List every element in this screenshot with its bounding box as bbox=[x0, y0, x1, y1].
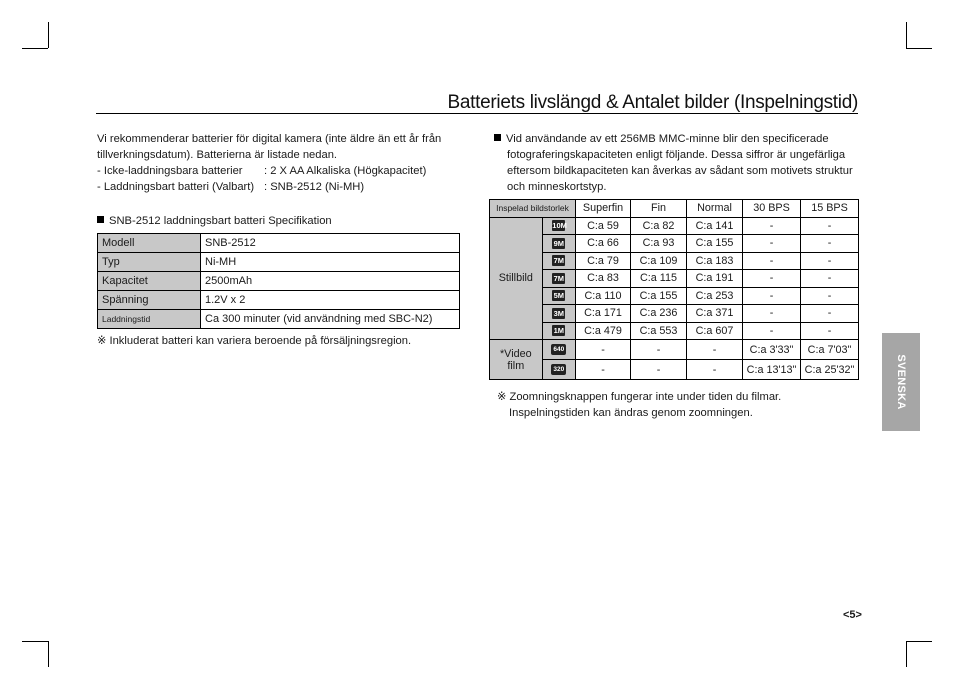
table-header-row bbox=[490, 200, 859, 218]
image-size-icon: 1M bbox=[553, 326, 564, 336]
spec-key: Kapacitet bbox=[98, 272, 201, 291]
cell: C:a 371 bbox=[687, 305, 743, 323]
table-row bbox=[98, 234, 460, 253]
spec-key: Spänning bbox=[98, 291, 201, 310]
spec-key: Modell bbox=[98, 234, 201, 253]
cell: C:a 82 bbox=[631, 217, 687, 235]
crop-mark bbox=[906, 48, 932, 49]
cell: - bbox=[743, 235, 801, 253]
cell: - bbox=[631, 340, 687, 360]
cell: C:a 115 bbox=[631, 270, 687, 288]
column-header: Superfin bbox=[576, 200, 631, 218]
cell: - bbox=[743, 270, 801, 288]
table-row bbox=[490, 340, 859, 360]
cell: C:a 66 bbox=[576, 235, 631, 253]
page-title: Batteriets livslängd & Antalet bilder (Inspelningstid) bbox=[447, 92, 858, 113]
cell: - bbox=[801, 252, 859, 270]
cell: C:a 3'33" bbox=[743, 340, 801, 360]
spec-value: SNB-2512 bbox=[201, 234, 460, 253]
size-icon-cell bbox=[542, 322, 575, 340]
spec-table bbox=[97, 233, 460, 329]
size-icon-cell bbox=[542, 252, 575, 270]
column-header: 15 BPS bbox=[801, 200, 859, 218]
cell: C:a 553 bbox=[631, 322, 687, 340]
crop-mark bbox=[48, 641, 49, 667]
spec-value: 2500mAh bbox=[201, 272, 460, 291]
video-label-line: film bbox=[507, 359, 525, 372]
size-icon-cell bbox=[542, 287, 575, 305]
cell: - bbox=[687, 360, 743, 380]
image-size-icon: 5M bbox=[553, 291, 564, 301]
cell: - bbox=[743, 287, 801, 305]
table-row bbox=[490, 322, 859, 340]
still-label: Stillbild bbox=[490, 217, 543, 340]
crop-mark bbox=[22, 48, 48, 49]
language-tab-label: SVENSKA bbox=[895, 354, 907, 410]
cell: - bbox=[687, 340, 743, 360]
spec-heading bbox=[97, 215, 332, 227]
table-row bbox=[490, 270, 859, 288]
cell: C:a 155 bbox=[631, 287, 687, 305]
battery-value: : SNB-2512 (Ni-MH) bbox=[264, 181, 365, 193]
cell: C:a 183 bbox=[687, 252, 743, 270]
right-intro-paragraph bbox=[494, 131, 858, 195]
size-icon-cell bbox=[542, 360, 575, 380]
crop-mark bbox=[22, 641, 48, 642]
column-header: Fin bbox=[631, 200, 687, 218]
cell: C:a 479 bbox=[576, 322, 631, 340]
intro-line: Vi rekommenderar batterier för digital kamera (inte äldre än ett år från bbox=[97, 133, 442, 145]
table-row bbox=[98, 310, 460, 329]
intro-text bbox=[97, 131, 460, 163]
intro-section bbox=[97, 131, 460, 195]
title-rule bbox=[96, 113, 858, 114]
table-row bbox=[98, 272, 460, 291]
bullet-square-icon bbox=[494, 134, 501, 141]
cell: - bbox=[801, 305, 859, 323]
crop-mark bbox=[906, 641, 932, 642]
cell: C:a 155 bbox=[687, 235, 743, 253]
table-row bbox=[490, 217, 859, 235]
spec-key: Laddningstid bbox=[98, 310, 201, 329]
video-size-icon: 320 bbox=[551, 364, 566, 375]
cell: C:a 253 bbox=[687, 287, 743, 305]
cell: - bbox=[801, 270, 859, 288]
cell: C:a 83 bbox=[576, 270, 631, 288]
image-size-icon: 7M bbox=[553, 273, 564, 283]
spec-heading-text: SNB-2512 laddningsbart batteri Specifikation bbox=[109, 215, 332, 227]
cell: - bbox=[743, 322, 801, 340]
table-row bbox=[490, 360, 859, 380]
video-label-line: *Video bbox=[499, 347, 532, 360]
table-row bbox=[98, 291, 460, 310]
cell: C:a 141 bbox=[687, 217, 743, 235]
table-row bbox=[490, 252, 859, 270]
battery-row bbox=[97, 179, 460, 195]
cell: C:a 191 bbox=[687, 270, 743, 288]
image-size-icon: 9M bbox=[553, 238, 564, 248]
cell: C:a 171 bbox=[576, 305, 631, 323]
column-header: Inspelad bildstorlek bbox=[490, 200, 576, 218]
image-size-icon: 3M bbox=[553, 308, 564, 318]
cell: - bbox=[801, 322, 859, 340]
battery-type: - Laddningsbart batteri (Valbart) bbox=[97, 181, 255, 193]
bullet-square-icon bbox=[97, 216, 104, 223]
size-icon-cell bbox=[542, 217, 575, 235]
table-row bbox=[490, 235, 859, 253]
size-icon-cell bbox=[542, 270, 575, 288]
cell: - bbox=[576, 340, 631, 360]
note-right-line: Inspelningstiden kan ändras genom zoomningen. bbox=[509, 406, 753, 419]
column-header: 30 BPS bbox=[743, 200, 801, 218]
cell: C:a 236 bbox=[631, 305, 687, 323]
cell: C:a 59 bbox=[576, 217, 631, 235]
note-right-line: ※ Zoomningsknappen fungerar inte under tiden du filmar. bbox=[497, 391, 782, 403]
cell: - bbox=[801, 217, 859, 235]
note-left: ※ Inkluderat batteri kan variera beroende på försäljningsregion. bbox=[97, 335, 412, 347]
cell: - bbox=[743, 217, 801, 235]
image-size-icon: 7M bbox=[553, 256, 564, 266]
crop-mark bbox=[906, 641, 907, 667]
table-row bbox=[98, 253, 460, 272]
cell: C:a 13'13" bbox=[743, 360, 801, 380]
cell: C:a 7'03" bbox=[801, 340, 859, 360]
crop-mark bbox=[906, 22, 907, 48]
spec-value: 1.2V x 2 bbox=[201, 291, 460, 310]
cell: - bbox=[631, 360, 687, 380]
cell: C:a 109 bbox=[631, 252, 687, 270]
cell: C:a 93 bbox=[631, 235, 687, 253]
table-row bbox=[490, 287, 859, 305]
spec-value: Ca 300 minuter (vid användning med SBC-N2) bbox=[201, 310, 460, 329]
note-right bbox=[497, 390, 781, 421]
intro-line: tillverkningsdatum). Batterierna är listade nedan. bbox=[97, 149, 338, 161]
video-label bbox=[490, 340, 543, 380]
spec-value: Ni-MH bbox=[201, 253, 460, 272]
image-size-icon: 10M bbox=[552, 221, 567, 231]
spec-key: Typ bbox=[98, 253, 201, 272]
table-row bbox=[490, 305, 859, 323]
cell: - bbox=[801, 287, 859, 305]
cell: C:a 25'32" bbox=[801, 360, 859, 380]
crop-mark bbox=[48, 22, 49, 48]
cell: C:a 79 bbox=[576, 252, 631, 270]
cell: - bbox=[801, 235, 859, 253]
capacity-table bbox=[489, 199, 859, 380]
cell: - bbox=[743, 305, 801, 323]
cell: - bbox=[576, 360, 631, 380]
cell: C:a 607 bbox=[687, 322, 743, 340]
size-icon-cell bbox=[542, 340, 575, 360]
cell: - bbox=[743, 252, 801, 270]
right-intro-text: Vid användande av ett 256MB MMC-minne blir den specificerade fotograferingskapaciteten enligt följande. Dessa siffror är ungefärliga eftersom bildkapaciteten kan åverkas av sådant som motivets struktur och minneskortstyp. bbox=[506, 133, 853, 193]
size-icon-cell bbox=[542, 305, 575, 323]
battery-value: : 2 X AA Alkaliska (Högkapacitet) bbox=[264, 165, 427, 177]
battery-row bbox=[97, 163, 460, 179]
column-header: Normal bbox=[687, 200, 743, 218]
size-icon-cell bbox=[542, 235, 575, 253]
page-number: <5> bbox=[843, 609, 862, 621]
video-size-icon: 640 bbox=[551, 344, 566, 355]
language-tab bbox=[882, 333, 920, 431]
cell: C:a 110 bbox=[576, 287, 631, 305]
battery-type: - Icke-laddningsbara batterier bbox=[97, 165, 243, 177]
right-intro bbox=[494, 131, 858, 195]
